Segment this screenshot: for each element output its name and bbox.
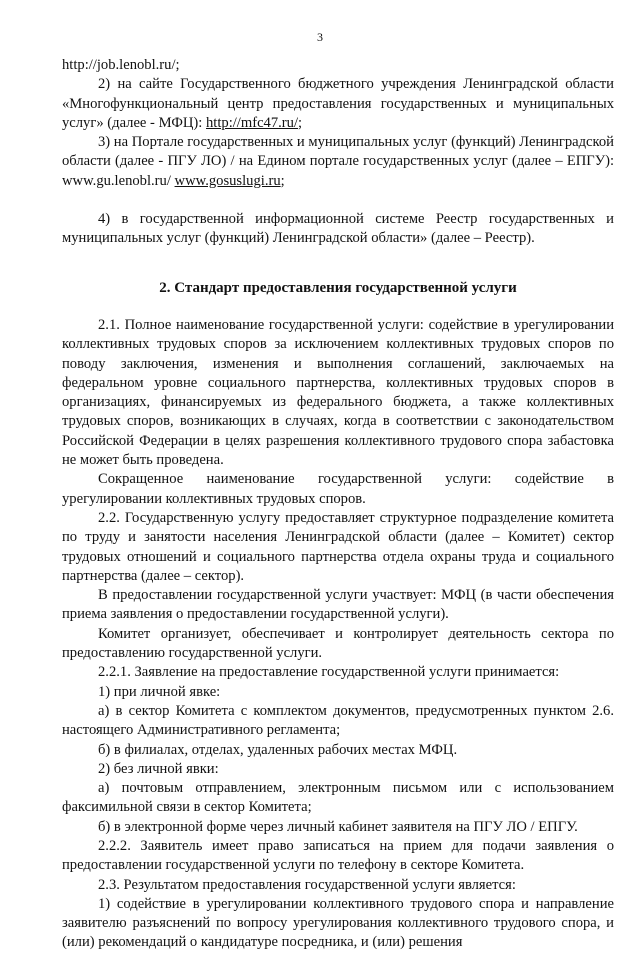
site-link-line: http://job.lenobl.ru/; [62, 57, 180, 73]
item-2-end: ; [298, 114, 303, 131]
paragraph-committee: Комитет организует, обеспечивает и контролирует деятельность сектора по предоставлению государственной услуги. [62, 625, 614, 662]
page-number: 3 [317, 30, 323, 44]
item-3-end: ; [280, 172, 285, 189]
mfc-link[interactable]: http://mfc47.ru/ [206, 114, 299, 131]
paragraph-2-1: 2.1. Полное наименование государственной услуги: содействие в урегулировании коллективных трудовых споров за исключением коллективных трудовых споров по поводу заключения, изменения и выполнения соглашений, заключаемых на федеральном уровне социального партнерства, коллективных трудовых споров в организациях, финансируемых из федерального бюджета, а также коллективных трудовых споров, возникающих в случаях, когда в соответствии с законодательством Российской Федерации в целях разрешения коллективного трудового спора забастовка не может быть проведена. [62, 316, 614, 469]
item-3-text: 3) на Портале государственных и муниципальных услуг (функций) Ленинградской области (далее - ПГУ ЛО) / на Едином портале государственных услуг (далее – ЕПГУ): www.gu.lenobl.ru/ [62, 134, 614, 189]
document-body [62, 56, 614, 953]
paragraph-2-3: 2.3. Результатом предоставления государственной услуги является: [98, 876, 516, 893]
gosuslugi-link[interactable]: www.gosuslugi.ru [174, 172, 281, 189]
item-remote: 2) без личной явки: [98, 760, 219, 777]
item-b-electronic: б) в электронной форме через личный кабинет заявителя на ПГУ ЛО / ЕПГУ. [98, 818, 578, 835]
item-result-1: 1) содействие в урегулировании коллективного трудового спора и направление заявителю разъяснений по вопросу урегулирования коллективного трудового спора, и (или) рекомендаций о кандидатуре посредника, и (или) решения [62, 895, 614, 951]
item-2-mfc-site [62, 75, 614, 133]
item-4-registry: 4) в государственной информационной системе Реестр государственных и муниципальных услуг (функций) Ленинградской области» (далее – Реестр). [62, 211, 614, 247]
section-heading: 2. Стандарт предоставления государственной услуги [159, 279, 517, 296]
item-3-portal [62, 133, 614, 191]
item-b-mfc-branches: б) в филиалах, отделах, удаленных рабочих местах МФЦ. [98, 741, 458, 758]
paragraph-2-2-2: 2.2.2. Заявитель имеет право записаться на прием для подачи заявления о предоставлении государственной услуги по телефону в секторе Комитета. [62, 837, 614, 874]
item-a-mail: а) почтовым отправлением, электронным письмом или с использованием факсимильной связи в сектор Комитета; [62, 780, 614, 816]
paragraph-2-2: 2.2. Государственную услугу предоставляет структурное подразделение комитета по труду и занятости населения Ленинградской области (далее – Комитет) сектор трудовых отношений и социального партнерства отдела охраны труда и социального партнерства (далее – сектор). [62, 509, 614, 584]
paragraph-mfc-participation: В предоставлении государственной услуги участвует: МФЦ (в части обеспечения приема заявления о предоставлении государственной услуги). [62, 587, 614, 623]
item-2-text: 2) на сайте Государственного бюджетного учреждения Ленинградской области «Многофункциональный центр предоставления государственных и муниципальных услуг» (далее - МФЦ): [62, 76, 614, 131]
item-in-person: 1) при личной явке: [98, 683, 221, 700]
item-a-sector: а) в сектор Комитета с комплектом документов, предусмотренных пунктом 2.6. настоящего Административного регламента; [62, 702, 614, 739]
paragraph-2-2-1: 2.2.1. Заявление на предоставление государственной услуги принимается: [98, 664, 560, 681]
paragraph-short-name: Сокращенное наименование государственной услуги: содействие в урегулировании коллективных трудовых споров. [62, 471, 614, 507]
